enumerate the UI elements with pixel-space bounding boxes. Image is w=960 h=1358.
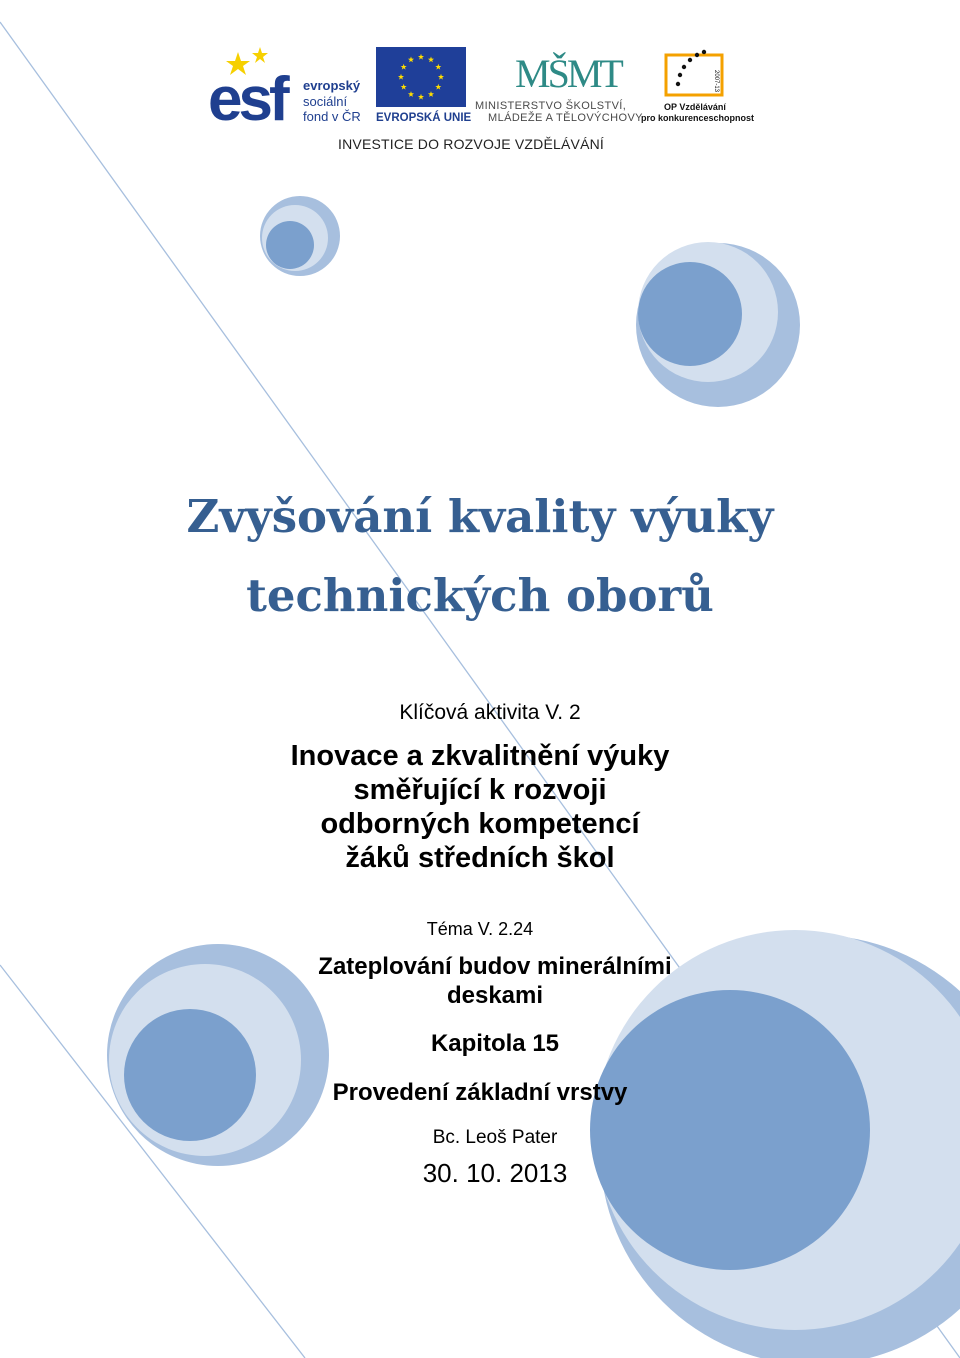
esf-logo xyxy=(208,47,361,134)
author-name: Bc. Leoš Pater xyxy=(432,1127,558,1148)
svg-text:fond v ČR: fond v ČR xyxy=(303,109,361,124)
inovace-line3: odborných kompetencí xyxy=(320,808,640,840)
circle-group-medium xyxy=(636,242,800,407)
svg-text:pro konkurenceschopnost: pro konkurenceschopnost xyxy=(641,113,755,123)
investice-tagline: INVESTICE DO ROZVOJE VZDĚLÁVÁNÍ xyxy=(338,136,605,152)
inovace-line2: směřující k rozvoji xyxy=(353,774,607,806)
zateplovani-line1: Zateplování budov minerálními xyxy=(318,953,672,980)
svg-text:MŠMT: MŠMT xyxy=(515,51,621,96)
document-date: 30. 10. 2013 xyxy=(422,1158,568,1188)
svg-text:EVROPSKÁ UNIE: EVROPSKÁ UNIE xyxy=(376,112,472,124)
zateplovani-line2: deskami xyxy=(446,982,544,1009)
inovace-heading xyxy=(200,739,760,875)
svg-text:esf: esf xyxy=(208,65,286,134)
zateplovani-heading xyxy=(240,952,750,1010)
inovace-line1: Inovace a zkvalitnění výuky xyxy=(290,740,670,772)
msmt-logo xyxy=(475,51,643,124)
klicova-aktivita: Klíčová aktivita V. 2 xyxy=(399,701,581,724)
op-vzdelavani-logo xyxy=(641,50,754,123)
svg-text:2007-13: 2007-13 xyxy=(713,70,719,93)
provedeni-heading: Provedení základní vrstvy xyxy=(332,1079,628,1106)
eu-flag-logo xyxy=(376,47,472,124)
inovace-line4: žáků středních škol xyxy=(345,842,615,874)
svg-text:evropský: evropský xyxy=(303,78,361,93)
tema-label: Téma V. 2.24 xyxy=(426,919,534,939)
svg-text:OP Vzdělávání: OP Vzdělávání xyxy=(664,102,726,112)
circle-group-small xyxy=(260,196,340,276)
kapitola-label: Kapitola 15 xyxy=(430,1030,560,1057)
svg-text:sociální: sociální xyxy=(303,94,348,109)
page-title-line1: Zvyšování kvality výuky xyxy=(186,490,774,543)
svg-text:MLÁDEŽE A TĚLOVÝCHOVY: MLÁDEŽE A TĚLOVÝCHOVY xyxy=(488,112,643,124)
page-title-line2: technických oborů xyxy=(246,569,714,622)
svg-text:MINISTERSTVO ŠKOLSTVÍ,: MINISTERSTVO ŠKOLSTVÍ, xyxy=(475,100,627,112)
